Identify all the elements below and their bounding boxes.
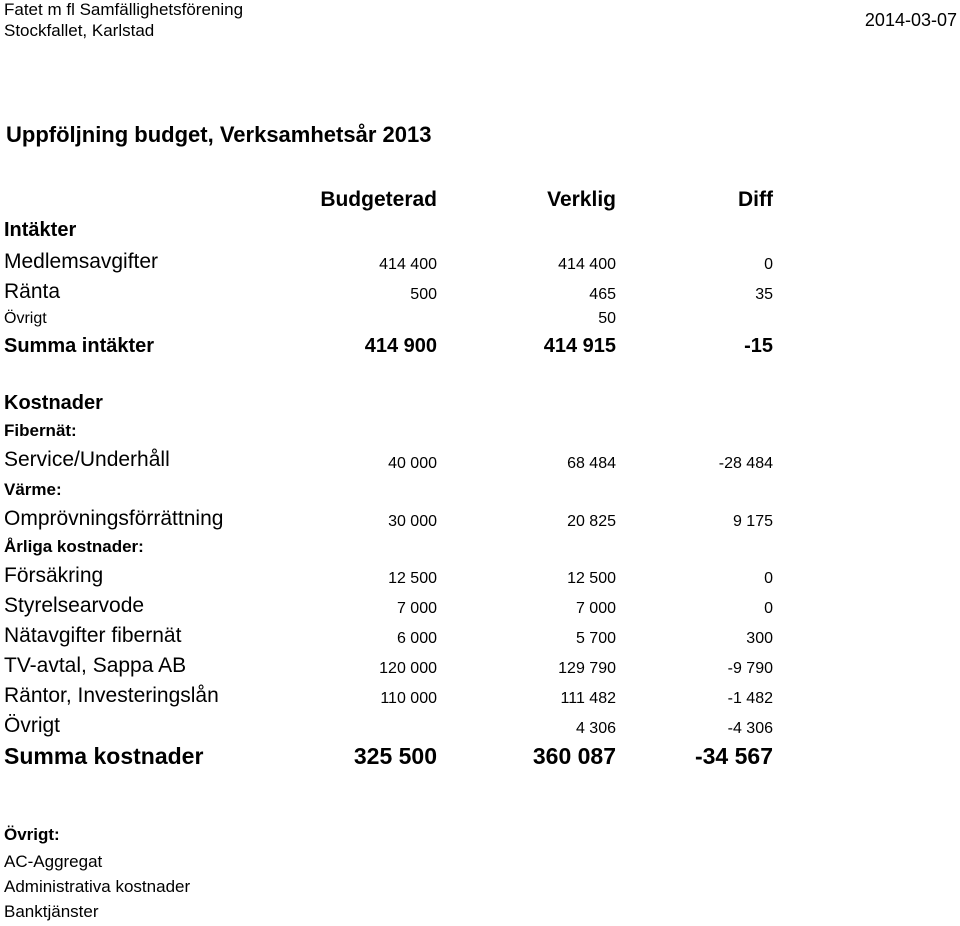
income-row-label: Medlemsavgifter [4, 250, 159, 273]
page-title: Uppföljning budget, Verksamhetsår 2013 [6, 122, 432, 147]
cost-row-label: Nätavgifter fibernät [4, 624, 182, 647]
column-header-budget: Budgeterad [320, 188, 437, 211]
cost-row-budget: 6 000 [396, 630, 437, 647]
cost-row-label: TV-avtal, Sappa AB [4, 654, 187, 677]
income-row-diff: 0 [764, 256, 773, 273]
cost-row-label: Service/Underhåll [4, 448, 170, 471]
cost-row-budget: 7 000 [396, 600, 437, 617]
costs-total-actual: 360 087 [532, 743, 616, 769]
cost-row-actual: 4 306 [575, 720, 616, 737]
costs-total-diff: -34 567 [694, 743, 773, 769]
cost-row-label: Räntor, Investeringslån [4, 684, 219, 707]
column-header-actual: Verklig [547, 188, 616, 211]
income-row-diff: 35 [755, 286, 773, 303]
cost-row-actual: 20 825 [567, 513, 616, 530]
cost-row-label: Försäkring [4, 564, 104, 587]
cost-row-budget: 40 000 [388, 455, 437, 472]
costs-total-label: Summa kostnader [4, 743, 204, 769]
cost-row-actual: 129 790 [558, 660, 616, 677]
cost-row-diff: -9 790 [727, 660, 773, 677]
footnote-heading: Övrigt: [4, 825, 60, 844]
income-row-budget: 500 [410, 286, 437, 303]
org-address: Stockfallet, Karlstad [4, 21, 155, 40]
income-row-label: Ränta [4, 280, 61, 303]
income-total-budget: 414 900 [364, 335, 437, 357]
cost-row-label: Styrelsearvode [4, 594, 145, 617]
cost-row-actual: 111 482 [560, 690, 616, 707]
cost-row-actual: 68 484 [567, 455, 616, 472]
footnote-item: Administrativa kostnader [4, 877, 191, 896]
costs-heading: Kostnader [4, 392, 103, 414]
cost-row-diff: -4 306 [727, 720, 773, 737]
cost-row-diff: 0 [764, 570, 773, 587]
cost-row-diff: 300 [746, 630, 773, 647]
costs-total-budget: 325 500 [353, 743, 437, 769]
income-total-actual: 414 915 [543, 335, 616, 357]
cost-row-budget: 30 000 [388, 513, 437, 530]
cost-row-budget: 120 000 [379, 660, 437, 677]
income-total-diff: -15 [744, 335, 773, 357]
cost-row-diff: 9 175 [732, 513, 773, 530]
report-date: 2014-03-07 [864, 10, 957, 30]
cost-row-actual: 5 700 [575, 630, 616, 647]
income-row-label: Övrigt [4, 310, 47, 327]
cost-row-budget: 12 500 [388, 570, 437, 587]
footnote-item: AC-Aggregat [4, 852, 103, 871]
org-name: Fatet m fl Samfällighetsförening [4, 0, 244, 19]
income-row-actual: 465 [589, 286, 616, 303]
column-header-diff: Diff [738, 188, 773, 211]
income-row-budget: 414 400 [379, 256, 437, 273]
cost-row-diff: -28 484 [718, 455, 773, 472]
cost-row-label: Omprövningsförrättning [4, 507, 224, 530]
varme-heading: Värme: [4, 480, 62, 499]
footnote-item: Banktjänster [4, 902, 99, 921]
income-heading: Intäkter [4, 219, 77, 241]
cost-row-budget: 110 000 [380, 690, 437, 707]
arliga-heading: Årliga kostnader: [4, 537, 144, 556]
fibernat-heading: Fibernät: [4, 421, 77, 440]
cost-row-label: Övrigt [4, 714, 61, 737]
income-row-actual: 50 [598, 310, 616, 327]
cost-row-diff: -1 482 [727, 690, 773, 707]
income-row-actual: 414 400 [558, 256, 616, 273]
cost-row-actual: 12 500 [567, 570, 616, 587]
cost-row-diff: 0 [764, 600, 773, 617]
cost-row-actual: 7 000 [575, 600, 616, 617]
income-total-label: Summa intäkter [4, 335, 155, 357]
